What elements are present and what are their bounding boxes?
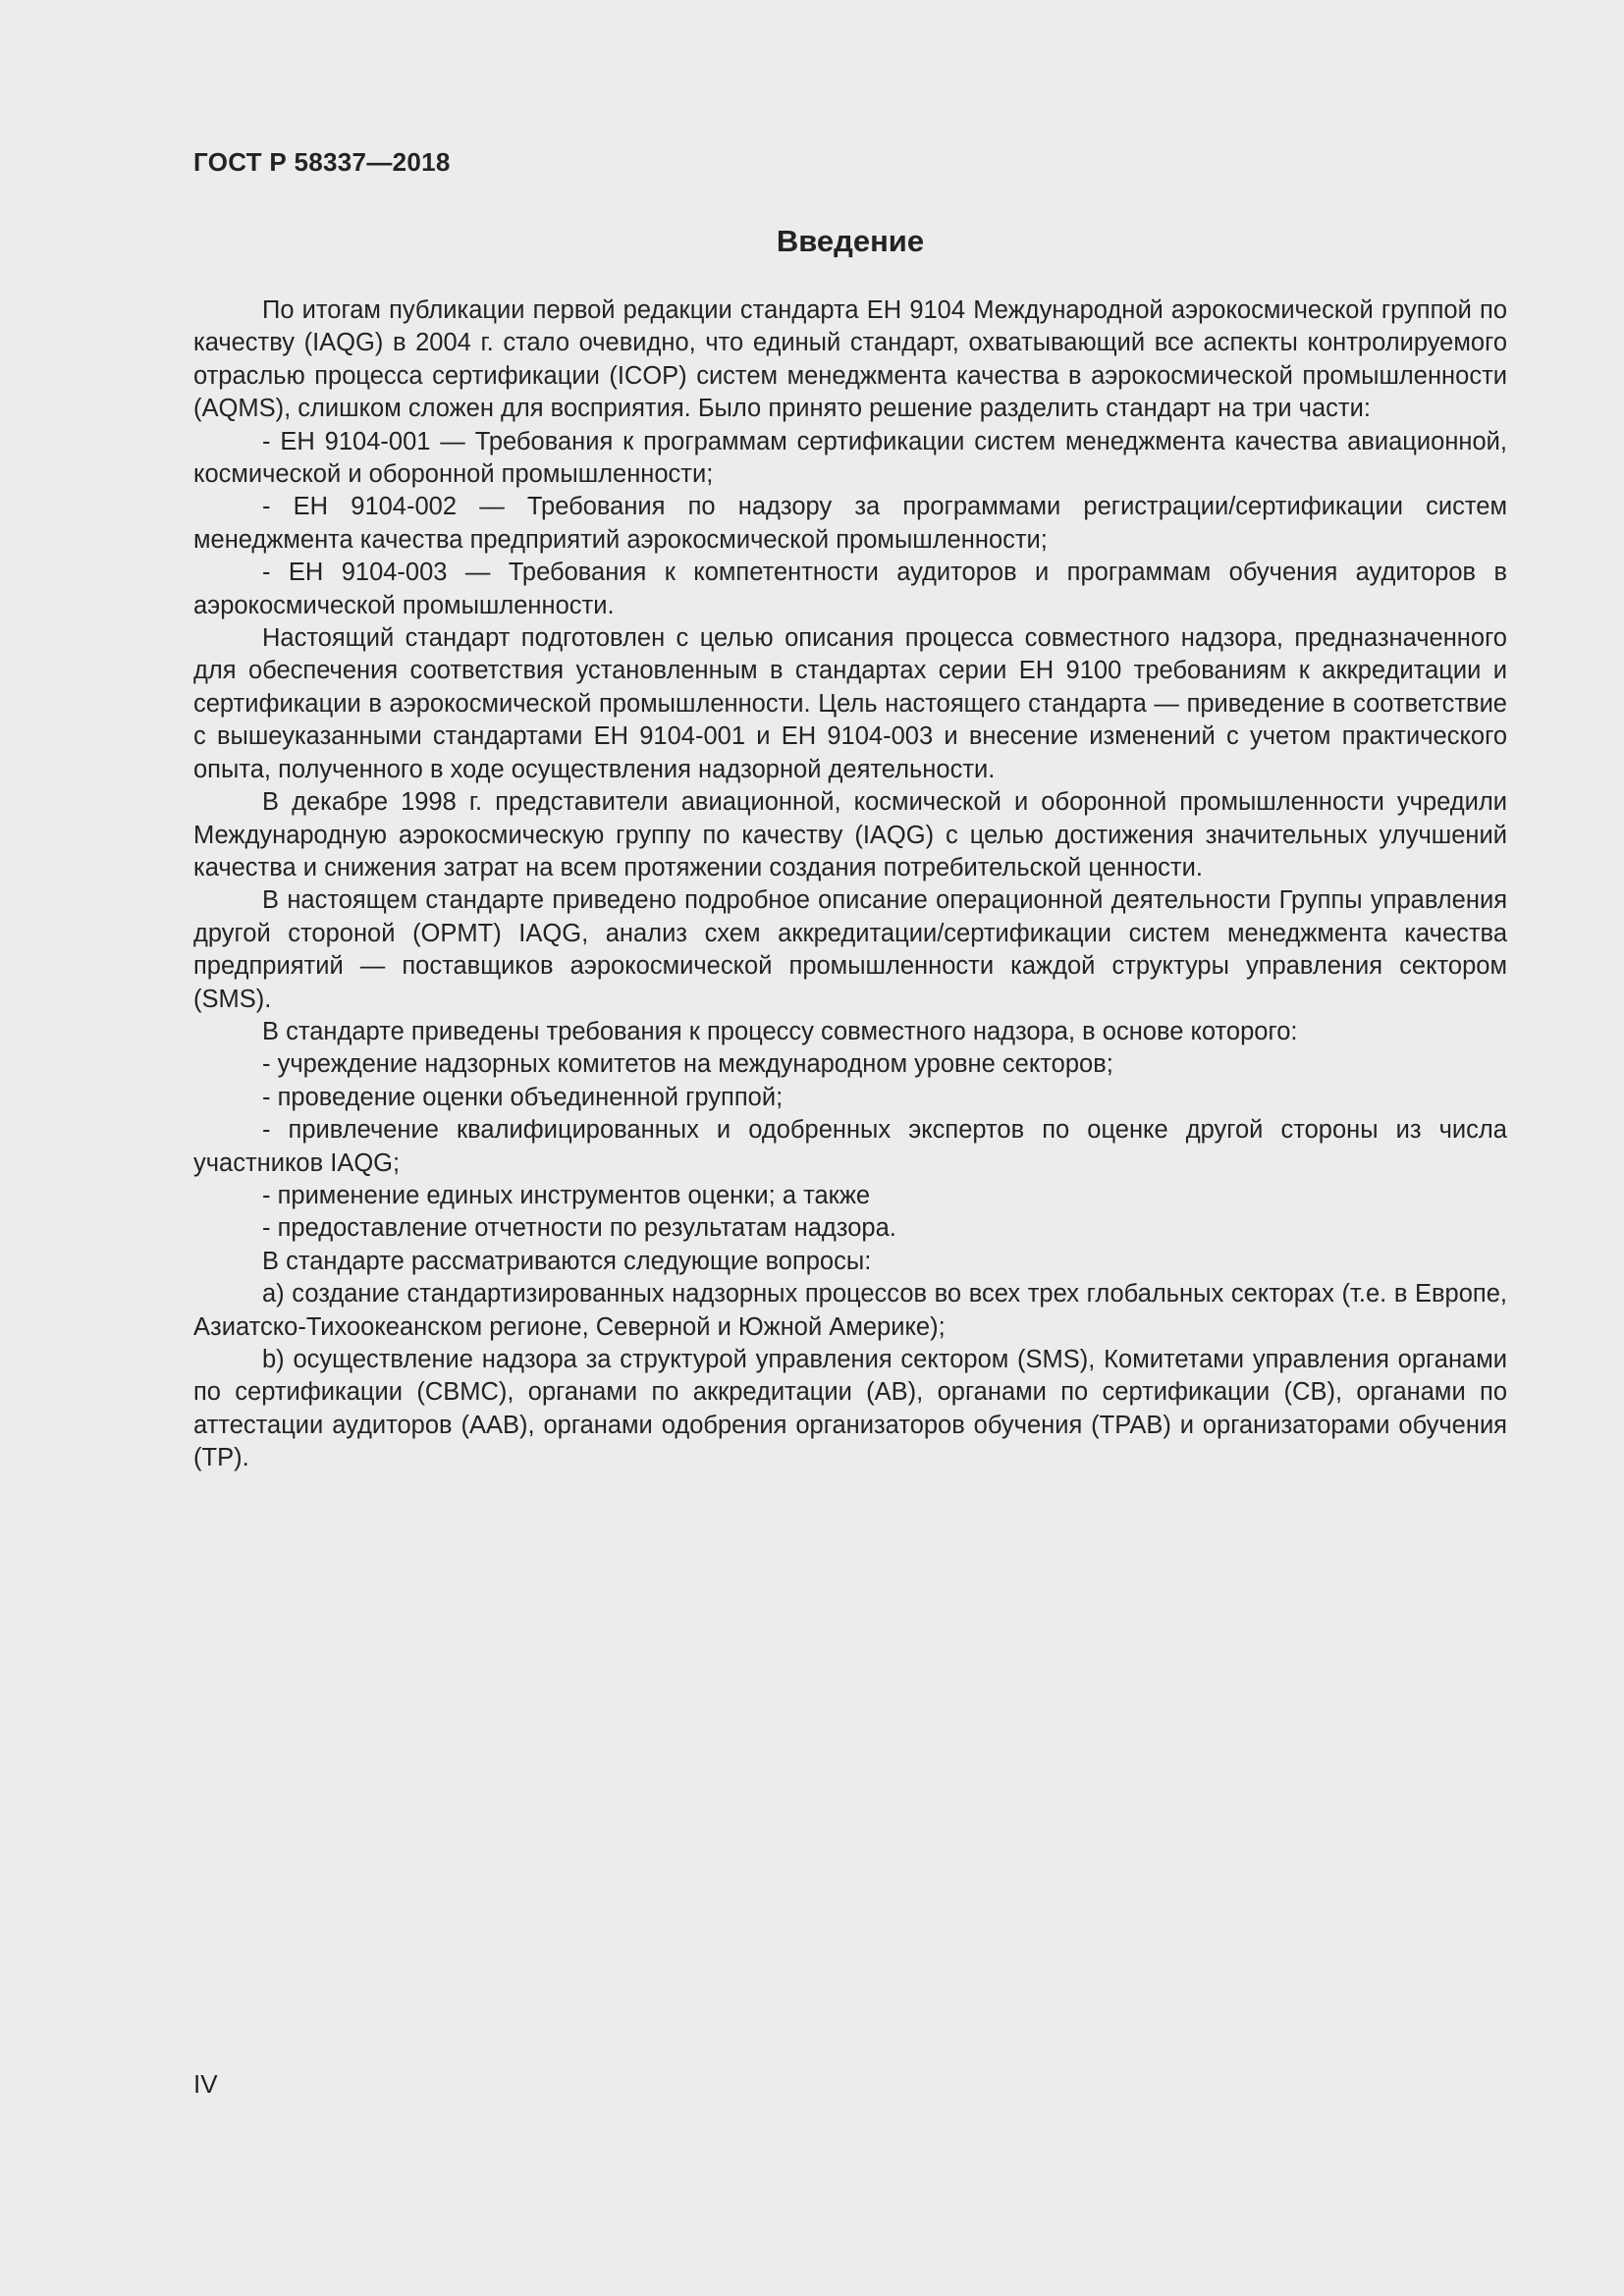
paragraph: Настоящий стандарт подготовлен с целью описания процесса совместного надзора, предназначенного для обеспечения соответствия установленным в стандартах серии ЕН 9100 требованиям к аккредитации и сертификации в аэрокосмической промышленности. Цель настоящего стандарта — приведение в соответствие с вышеуказанными стандартами ЕН 9104-001 и ЕН 9104-003 и внесение изменений с учетом практического опыта, полученного в ходе осуществления надзорной деятельности. [193,624,1507,783]
paragraph: В настоящем стандарте приведено подробное описание операционной деятельности Группы управления другой стороной (OPMT) IAQG, анализ схем аккредитации/сертификации систем менеджмента качества предприятий — поставщиков аэрокосмической промышленности каждой структуры управления сектором (SMS). [193,886,1507,1013]
page-number: IV [193,2069,218,2099]
paragraph: В стандарте приведены требования к процессу совместного надзора, в основе которого: [262,1017,1298,1045]
document-body [193,294,1507,1475]
list-item: - ЕН 9104-002 — Требования по надзору за программами регистрации/сертификации систем менеджмента качества предприятий аэрокосмической промышленности; [193,493,1507,554]
list-item: b) осуществление надзора за структурой управления сектором (SMS), Комитетами управления органами по сертификации (CBMC), органами по аккредитации (AB), органами по сертификации (CB), органами по аттестации аудиторов (AAB), органами одобрения организаторов обучения (TPAB) и организаторами обучения (TP). [193,1346,1507,1472]
list-item: - применение единых инструментов оценки; а также [262,1181,871,1209]
list-item: a) создание стандартизированных надзорных процессов во всех трех глобальных секторах (т.е. в Европе, Азиатско-Тихоокеанском регионе, Северной и Южной Америке); [193,1280,1507,1341]
paragraph: В декабре 1998 г. представители авиационной, космической и оборонной промышленности учредили Международную аэрокосмическую группу по качеству (IAQG) с целью достижения значительных улучшений качества и снижения затрат на всем протяжении создания потребительской ценности. [193,788,1507,881]
list-item: - привлечение квалифицированных и одобренных экспертов по оценке другой стороны из числа участников IAQG; [193,1116,1507,1177]
section-title: Введение [776,224,925,258]
paragraph: В стандарте рассматриваются следующие вопросы: [262,1247,872,1275]
list-item: - ЕН 9104-001 — Требования к программам сертификации систем менеджмента качества авиационной, космической и оборонной промышленности; [193,427,1507,489]
paragraph: По итогам публикации первой редакции стандарта ЕН 9104 Международной аэрокосмической группой по качеству (IAQG) в 2004 г. стало очевидно, что единый стандарт, охватывающий все аспекты контролируемого отраслью процесса сертификации (ICOP) систем менеджмента качества в аэрокосмической промышленности (AQMS), слишком сложен для восприятия. Было принято решение разделить стандарт на три части: [193,296,1507,423]
list-item: - проведение оценки объединенной группой; [262,1083,784,1111]
list-item: - предоставление отчетности по результатам надзора. [262,1214,896,1243]
document-header: ГОСТ Р 58337—2018 [193,147,451,177]
list-item: - ЕН 9104-003 — Требования к компетентности аудиторов и программам обучения аудиторов в аэрокосмической промышленности. [193,559,1507,619]
list-item: - учреждение надзорных комитетов на международном уровне секторов; [262,1050,1113,1079]
